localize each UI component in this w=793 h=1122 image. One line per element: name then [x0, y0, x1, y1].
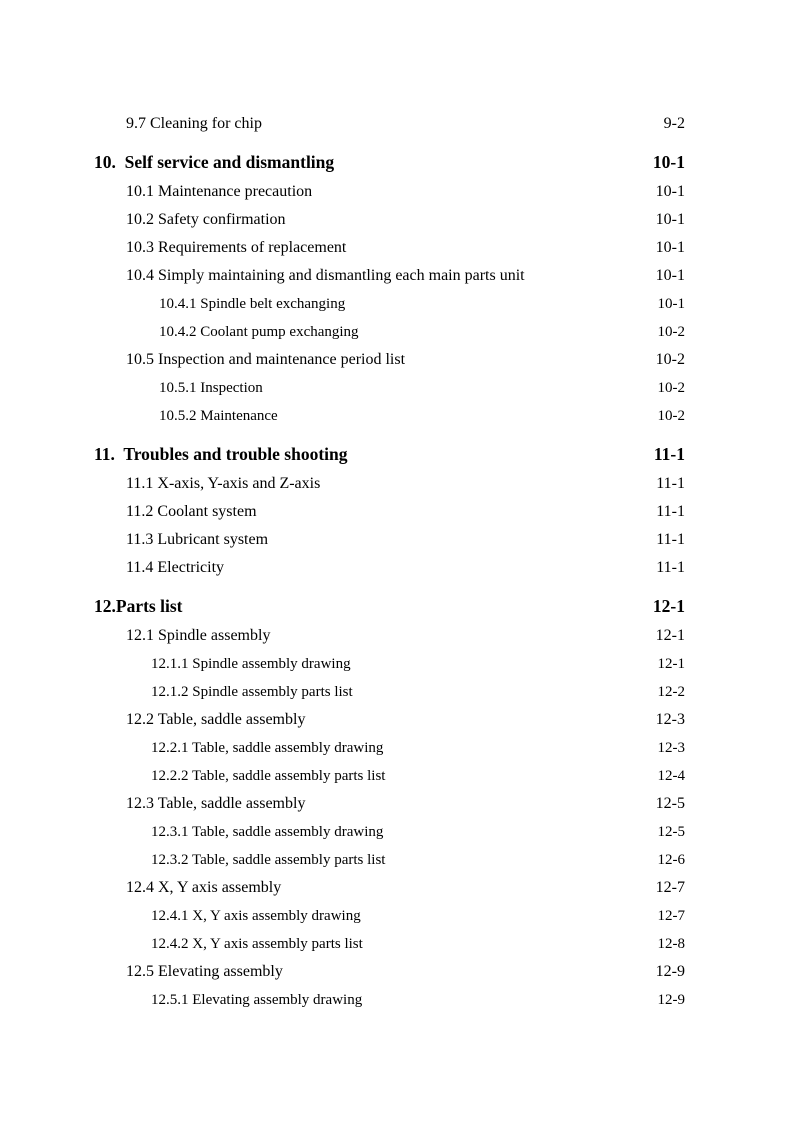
toc-subentry-page: 12-4 — [657, 768, 685, 784]
toc-subentry-page: 12-5 — [657, 824, 685, 840]
toc-entry-page: 11-1 — [656, 531, 685, 548]
toc-chapter[interactable] — [0, 442, 793, 466]
toc-subentry[interactable] — [0, 848, 793, 872]
toc-subentry-page: 10-2 — [657, 324, 685, 340]
toc-entry-page: 11-1 — [656, 475, 685, 492]
toc-entry-label: 10.2 Safety confirmation — [126, 211, 286, 228]
toc-entry-page: 12-7 — [655, 879, 685, 896]
toc-chapter[interactable] — [0, 150, 793, 174]
toc-chapter-page: 12-1 — [652, 596, 685, 616]
toc-entry-page: 12-5 — [655, 795, 685, 812]
toc-subentry-page: 12-3 — [657, 740, 685, 756]
toc-subentry[interactable] — [0, 680, 793, 704]
toc-subentry-label: 12.4.2 X, Y axis assembly parts list — [151, 936, 363, 952]
toc-entry-label: 11.4 Electricity — [126, 559, 225, 576]
toc-subentry-label: 10.4.2 Coolant pump exchanging — [159, 324, 359, 340]
toc-entry-label: 10.4 Simply maintaining and dismantling each main parts unit — [126, 267, 525, 284]
toc-subentry-page: 12-2 — [657, 684, 685, 700]
toc-entry-page: 10-1 — [655, 239, 685, 256]
toc-entry-page: 12-3 — [655, 711, 685, 728]
toc-entry-page: 9-2 — [663, 115, 685, 132]
toc-entry-page: 10-1 — [655, 267, 685, 284]
toc-entry-page: 10-2 — [655, 351, 685, 368]
toc-subentry[interactable] — [0, 820, 793, 844]
toc-entry[interactable] — [0, 528, 793, 552]
toc-subentry-page: 12-6 — [657, 852, 685, 868]
toc-entry[interactable] — [0, 792, 793, 816]
toc-subentry-page: 12-9 — [657, 992, 685, 1008]
toc-entry-label: 9.7 Cleaning for chip — [126, 115, 262, 132]
toc-subentry[interactable] — [0, 320, 793, 344]
toc-subentry-label: 12.1.1 Spindle assembly drawing — [151, 656, 351, 672]
toc-subentry[interactable] — [0, 764, 793, 788]
toc-subentry-label: 12.4.1 X, Y axis assembly drawing — [151, 908, 361, 924]
toc-chapter-label: 11. Troubles and trouble shooting — [94, 444, 348, 464]
toc-entry[interactable] — [0, 180, 793, 204]
toc-chapter-label: 10. Self service and dismantling — [94, 152, 335, 172]
toc-subentry-page: 10-2 — [657, 408, 685, 424]
toc-subentry-label: 10.5.1 Inspection — [159, 380, 263, 396]
toc-subentry-label: 12.2.1 Table, saddle assembly drawing — [151, 740, 384, 756]
toc-entry-label: 11.1 X-axis, Y-axis and Z-axis — [126, 475, 321, 492]
toc-subentry[interactable] — [0, 376, 793, 400]
toc-entry-page: 10-1 — [655, 211, 685, 228]
toc-entry-label: 10.5 Inspection and maintenance period list — [126, 351, 406, 368]
toc-subentry[interactable] — [0, 652, 793, 676]
toc-subentry[interactable] — [0, 904, 793, 928]
toc-entry-page: 12-9 — [655, 963, 685, 980]
toc-entry-label: 12.1 Spindle assembly — [126, 627, 271, 644]
toc-subentry[interactable] — [0, 292, 793, 316]
toc-entry-page: 10-1 — [655, 183, 685, 200]
toc-entry[interactable] — [0, 208, 793, 232]
toc-entry[interactable] — [0, 348, 793, 372]
toc-entry-label: 10.1 Maintenance precaution — [126, 183, 313, 200]
toc-entry-label: 11.2 Coolant system — [126, 503, 257, 520]
toc-subentry[interactable] — [0, 404, 793, 428]
toc-subentry-label: 12.5.1 Elevating assembly drawing — [151, 992, 363, 1008]
toc-chapter-label: 12.Parts list — [94, 596, 183, 616]
toc-subentry-page: 12-1 — [657, 656, 685, 672]
toc-entry-page: 11-1 — [656, 503, 685, 520]
toc-entry[interactable] — [0, 960, 793, 984]
toc-entry-label: 12.3 Table, saddle assembly — [126, 795, 306, 812]
toc-entry-page: 11-1 — [656, 559, 685, 576]
toc-chapter-page: 11-1 — [653, 444, 685, 464]
toc-subentry-label: 12.1.2 Spindle assembly parts list — [151, 684, 353, 700]
toc-entry[interactable] — [0, 472, 793, 496]
toc-entry-label: 12.2 Table, saddle assembly — [126, 711, 306, 728]
toc-chapter[interactable] — [0, 594, 793, 618]
toc-subentry-page: 10-2 — [657, 380, 685, 396]
toc-entry[interactable] — [0, 556, 793, 580]
toc-subentry-page: 12-8 — [657, 936, 685, 952]
toc-subentry-page: 12-7 — [657, 908, 685, 924]
toc-entry[interactable] — [0, 624, 793, 648]
toc-entry-page: 12-1 — [655, 627, 685, 644]
toc-entry[interactable] — [0, 112, 793, 136]
toc-entry-label: 10.3 Requirements of replacement — [126, 239, 347, 256]
toc-subentry[interactable] — [0, 988, 793, 1012]
toc-subentry-label: 10.5.2 Maintenance — [159, 408, 278, 424]
toc-entry[interactable] — [0, 264, 793, 288]
toc-subentry[interactable] — [0, 736, 793, 760]
toc-subentry-label: 10.4.1 Spindle belt exchanging — [159, 296, 346, 312]
toc-subentry-label: 12.3.1 Table, saddle assembly drawing — [151, 824, 384, 840]
toc-subentry-label: 12.3.2 Table, saddle assembly parts list — [151, 852, 386, 868]
toc-entry-label: 12.4 X, Y axis assembly — [126, 879, 282, 896]
toc-subentry-page: 10-1 — [657, 296, 685, 312]
toc-entry[interactable] — [0, 236, 793, 260]
toc-entry-label: 11.3 Lubricant system — [126, 531, 269, 548]
toc-subentry[interactable] — [0, 932, 793, 956]
toc-chapter-page: 10-1 — [652, 152, 685, 172]
toc-entry[interactable] — [0, 708, 793, 732]
toc-entry-label: 12.5 Elevating assembly — [126, 963, 283, 980]
toc-entry[interactable] — [0, 500, 793, 524]
toc-subentry-label: 12.2.2 Table, saddle assembly parts list — [151, 768, 386, 784]
toc-entry[interactable] — [0, 876, 793, 900]
